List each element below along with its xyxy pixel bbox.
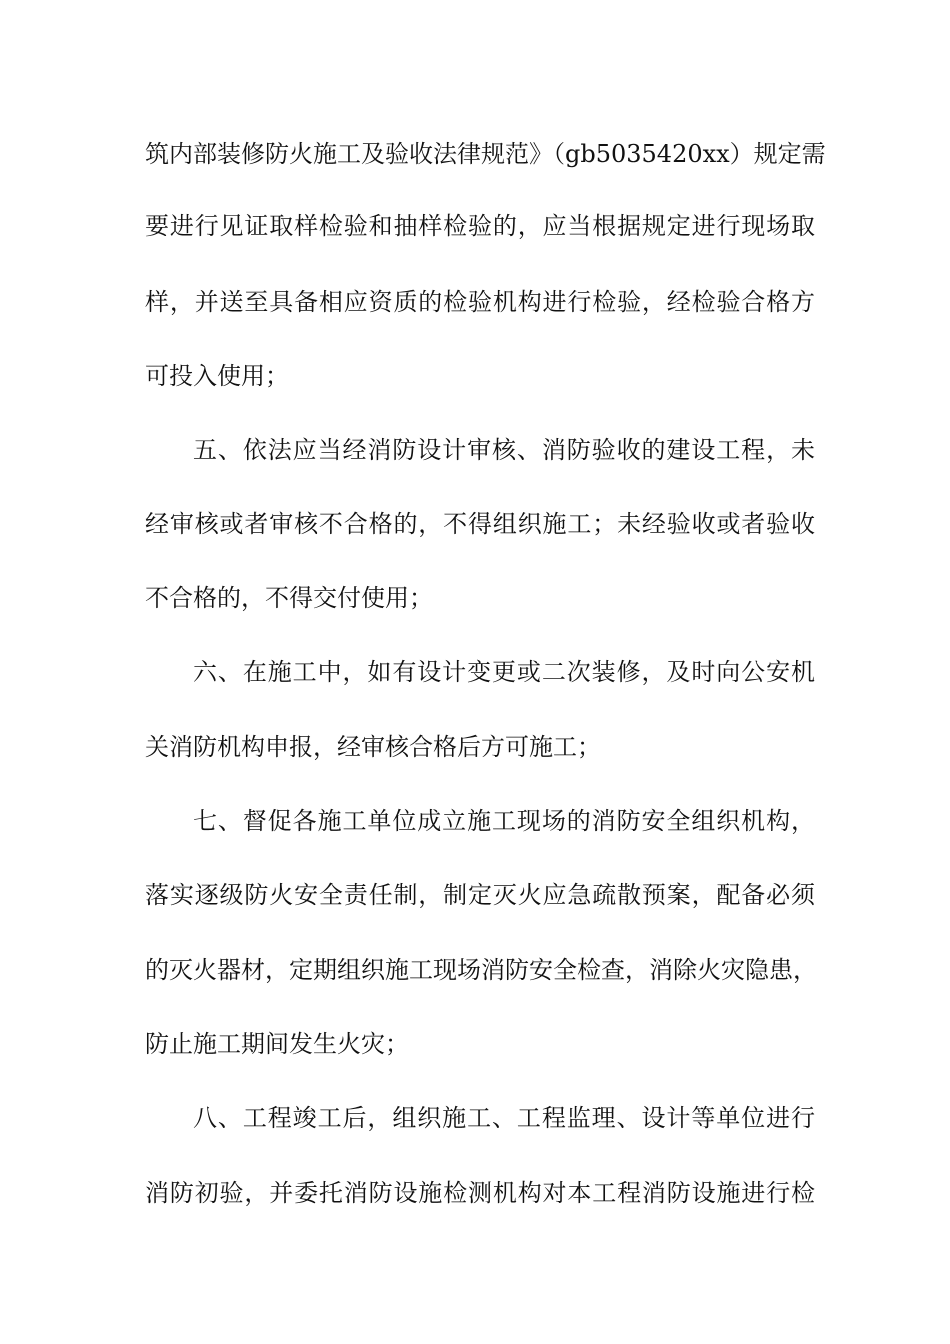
paragraph-six-first-line: 六、在施工中，如有设计变更或二次装修，及时向公安机 <box>193 658 815 686</box>
paragraph-seven-first-line: 七、督促各施工单位成立施工现场的消防安全组织机构， <box>193 807 815 835</box>
paragraph-eight-first-line: 八、工程竣工后，组织施工、工程监理、设计等单位进行 <box>193 1104 815 1132</box>
text-line: 样，并送至具备相应资质的检验机构进行检验，经检验合格方 <box>145 288 815 316</box>
text-line: 可投入使用； <box>145 362 289 390</box>
text-line: 消防初验，并委托消防设施检测机构对本工程消防设施进行检 <box>145 1179 815 1207</box>
text-line: 的灭火器材，定期组织施工现场消防安全检查，消除火灾隐患， <box>145 956 817 984</box>
text-line: 要进行见证取样检验和抽样检验的，应当根据规定进行现场取 <box>145 212 815 240</box>
text-line: 落实逐级防火安全责任制，制定灭火应急疏散预案，配备必须 <box>145 881 815 909</box>
text-line: 关消防机构申报，经审核合格后方可施工； <box>145 733 601 761</box>
text-line: 经审核或者审核不合格的，不得组织施工；未经验收或者验收 <box>145 510 815 538</box>
text-line: 防止施工期间发生火灾； <box>145 1030 409 1058</box>
text-line: 筑内部装修防火施工及验收法律规范》（gb5035420xx）规定需 <box>145 140 826 168</box>
paragraph-five-first-line: 五、依法应当经消防设计审核、消防验收的建设工程，未 <box>193 436 815 464</box>
text-line: 不合格的，不得交付使用； <box>145 584 433 612</box>
